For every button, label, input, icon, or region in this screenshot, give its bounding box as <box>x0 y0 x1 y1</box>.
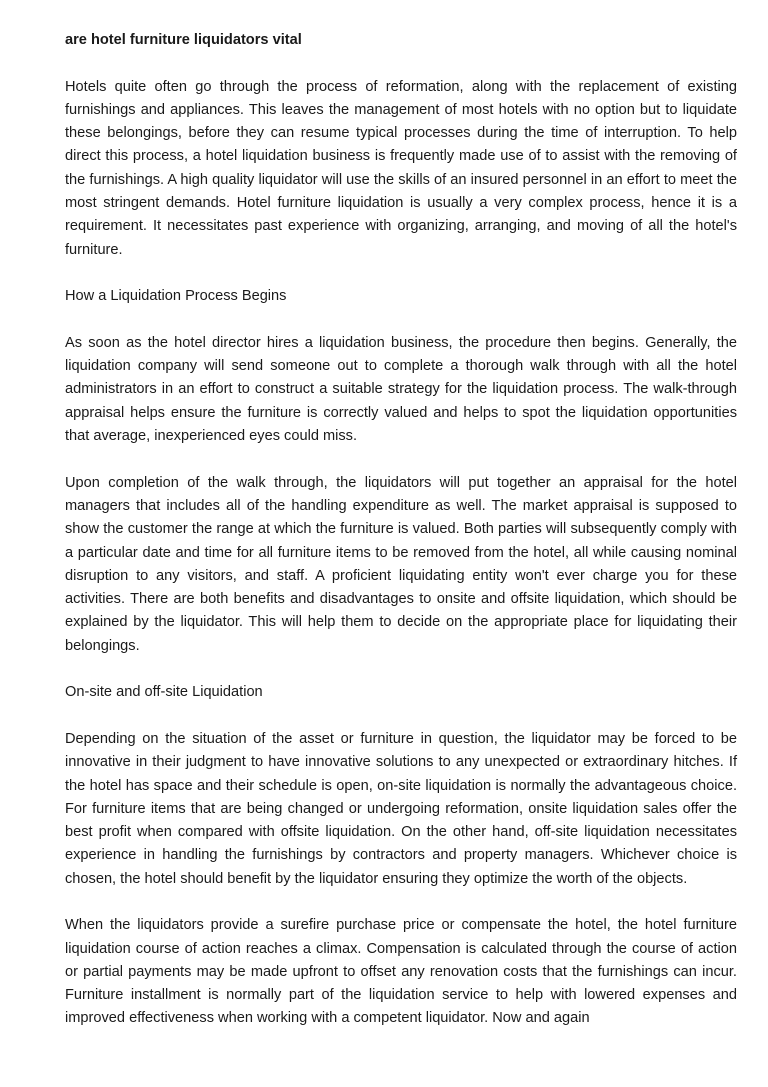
onsite-paragraph-2: When the liquidators provide a surefire purchase price or compensate the hotel, the hotel furniture liquidation course of action reaches a climax. Compensation is calculated through the course of action or partial payments may be made upfront to offset any renovation costs that the furnishings can incur. Furniture installment is normally part of the liquidation service to help with lowered expenses and improved effectiveness when working with a competent liquidator. Now and again <box>65 917 737 1027</box>
intro-paragraph: Hotels quite often go through the process of reformation, along with the replacement of existing furnishings and appliances. This leaves the management of most hotels with no option but to liquidate these belongings, before they can resume typical processes during the time of interruption. To help direct this process, a hotel liquidation business is frequently made use of to assist with the removing of the furnishings. A high quality liquidator will use the skills of an insured personnel in an effort to meet the most stringent demands. Hotel furniture liquidation is usually a very complex process, hence it is a requirement. It necessitates past experience with organizing, arranging, and moving of all the hotel's furniture. <box>65 78 737 258</box>
onsite-paragraph-1: Depending on the situation of the asset or furniture in question, the liquidator may be forced to be innovative in their judgment to have innovative solutions to any unexpected or extraordinary hitches. If the hotel has space and their schedule is open, on-site liquidation is normally the advantageous choice. For furniture items that are being changed or undergoing reformation, onsite liquidation sales offer the best profit when compared with offsite liquidation. On the other hand, off-site liquidation necessitates experience in handling the furnishings by contractors and property managers. Whichever choice is chosen, the hotel should benefit by the liquidator ensuring they optimize the worth of the objects. <box>65 730 737 887</box>
document-title: are hotel furniture liquidators vital <box>65 32 302 48</box>
section-heading-process: How a Liquidation Process Begins <box>65 288 287 305</box>
document-body <box>65 29 737 1054</box>
process-paragraph-1: As soon as the hotel director hires a liquidation business, the procedure then begins. Generally, the liquidation company will send someone out to complete a thorough walk through with all the hotel administrators in an effort to construct a suitable strategy for the liquidation process. The walk-through appraisal helps ensure the furniture is correctly valued and helps to spot the liquidation opportunities that average, inexperienced eyes could miss. <box>65 334 737 445</box>
process-paragraph-2: Upon completion of the walk through, the liquidators will put together an appraisal for the hotel managers that includes all of the handling expenditure as well. The market appraisal is supposed to show the customer the range at which the furniture is valued. Both parties will subsequently comply with a particular date and time for all furniture items to be removed from the hotel, all while causing nominal disruption to any visitors, and staff. A proficient liquidating entity won't ever charge you for these activities. There are both benefits and disadvantages to onsite and offsite liquidation, which should be explained by the liquidator. This will help them to decide on the appropriate place for liquidating their belongings. <box>65 474 737 654</box>
section-heading-onsite-offsite: On-site and off-site Liquidation <box>65 684 263 701</box>
